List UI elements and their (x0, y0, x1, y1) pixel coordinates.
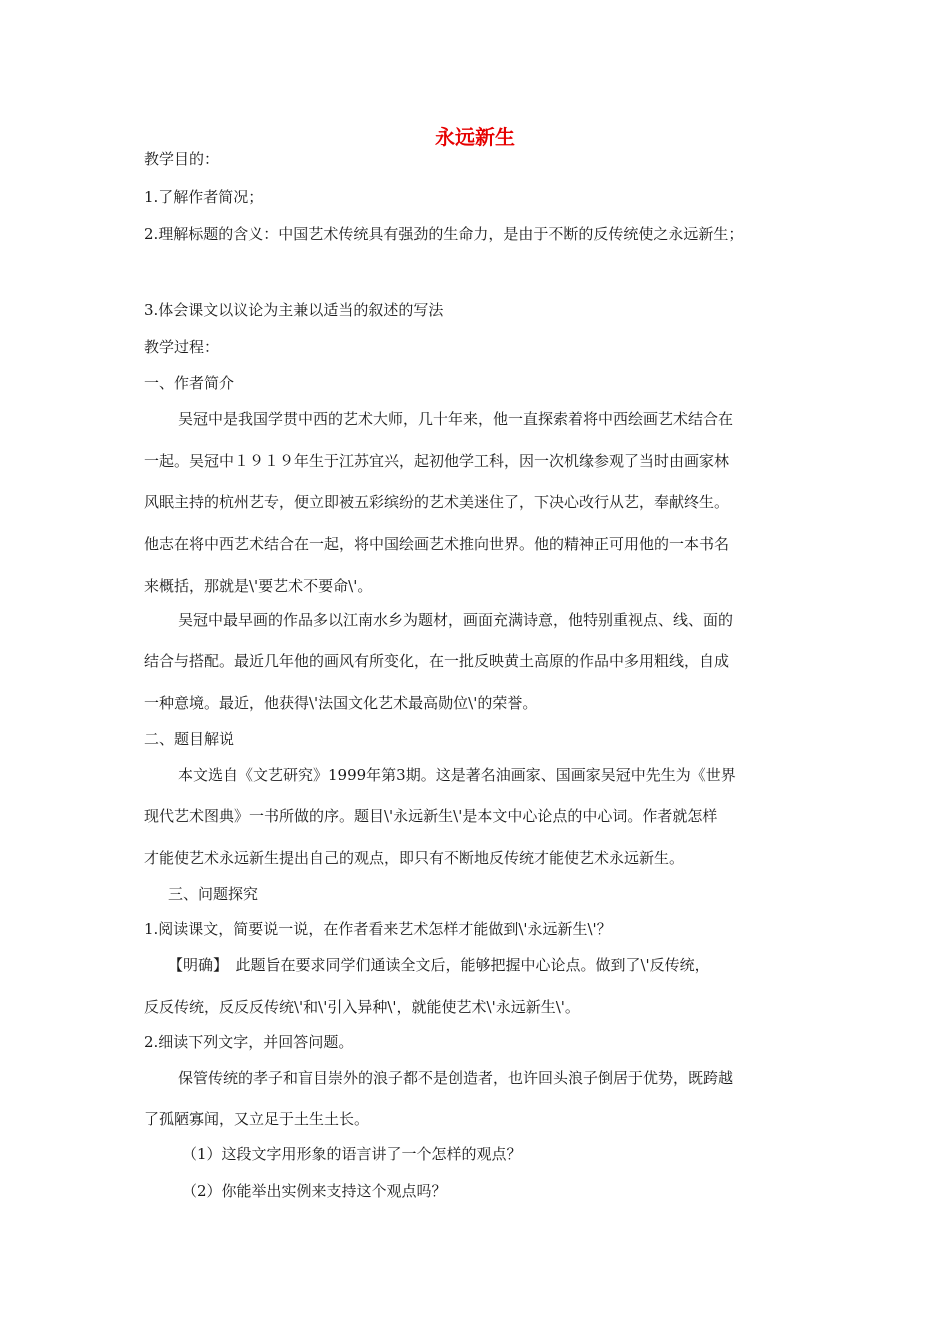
text-line: 3.体会课文以议论为主兼以适当的叙述的写法 (144, 301, 444, 319)
text-line: 风眠主持的杭州艺专，便立即被五彩缤纷的艺术美迷住了，下决心改行从艺，奉献终生。 (144, 493, 730, 511)
text-line: （2）你能举出实例来支持这个观点吗？ (182, 1182, 447, 1200)
text-line: 【明确】 此题旨在要求同学们通读全文后，能够把握中心论点。做到了\'反传统， (168, 956, 710, 974)
text-line: 1.阅读课文，简要说一说，在作者看来艺术怎样才能做到\'永远新生\'？ (144, 920, 612, 938)
text-line: 反反传统，反反反传统\'和\'引入异种\'，就能使艺术\'永远新生\'。 (144, 998, 580, 1016)
text-line: 本文选自《文艺研究》1999年第3期。这是著名油画家、国画家吴冠中先生为《世界 (178, 766, 736, 784)
text-line: 教学目的： (144, 150, 220, 168)
text-line: 1.了解作者简况； (144, 188, 264, 206)
document-title: 永远新生 (435, 125, 515, 149)
text-line: 了孤陋寡闻，又立足于土生土长。 (144, 1110, 370, 1128)
section-heading: 一、作者简介 (144, 374, 235, 392)
text-line: 一起。吴冠中１９１９年生于江苏宜兴，起初他学工科，因一次机缘参观了当时由画家林 (144, 452, 730, 470)
section-heading: 二、题目解说 (144, 730, 235, 748)
text-line: 2.细读下列文字，并回答问题。 (144, 1033, 354, 1051)
text-line: 才能使艺术永远新生提出自己的观点，即只有不断地反传统才能使艺术永远新生。 (144, 849, 685, 867)
text-line: 他志在将中西艺术结合在一起，将中国绘画艺术推向世界。他的精神正可用他的一本书名 (144, 535, 730, 553)
section-heading: 三、问题探究 (168, 885, 259, 903)
text-line: 来概括，那就是\'要艺术不要命\'。 (144, 577, 373, 595)
text-line: 现代艺术图典》一书所做的序。题目\'永远新生\'是本文中心论点的中心词。作者就怎样 (144, 807, 718, 825)
text-line: （1）这段文字用形象的语言讲了一个怎样的观点？ (182, 1145, 522, 1163)
text-line: 吴冠中最早画的作品多以江南水乡为题材，画面充满诗意，他特别重视点、线、面的 (178, 611, 734, 629)
text-line: 保管传统的孝子和盲目崇外的浪子都不是创造者，也许回头浪子倒居于优势，既跨越 (178, 1069, 734, 1087)
text-line: 2.理解标题的含义：中国艺术传统具有强劲的生命力，是由于不断的反传统使之永远新生； (144, 225, 744, 243)
text-line: 教学过程： (144, 338, 220, 356)
text-line: 结合与搭配。最近几年他的画风有所变化，在一批反映黄土高原的作品中多用粗线，自成 (144, 652, 730, 670)
text-line: 一种意境。最近，他获得\'法国文化艺术最高勋位\'的荣誉。 (144, 694, 538, 712)
text-line: 吴冠中是我国学贯中西的艺术大师，几十年来，他一直探索着将中西绘画艺术结合在 (178, 410, 734, 428)
